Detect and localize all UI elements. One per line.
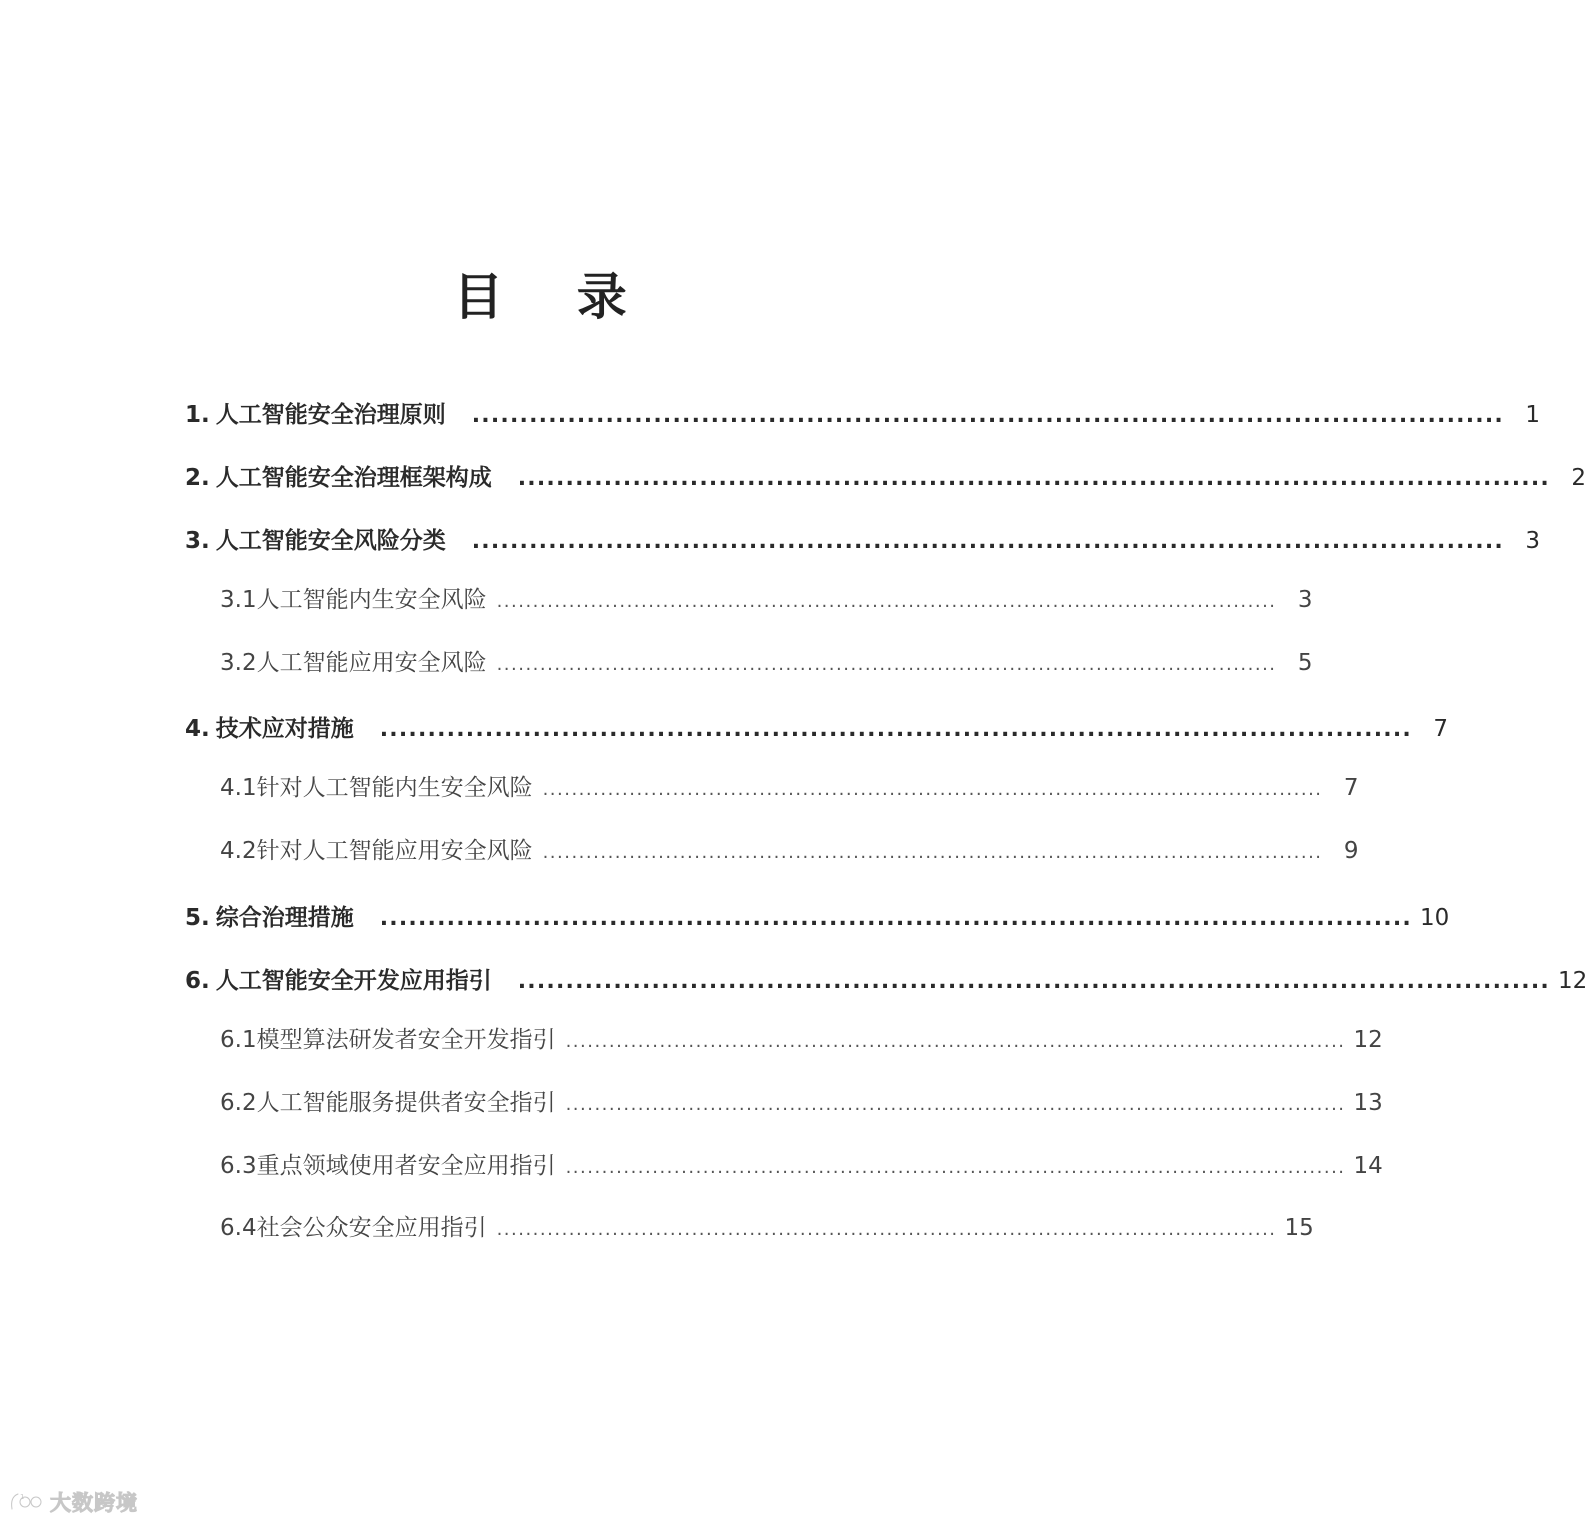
toc-entry-number: 6. [185,968,210,994]
toc-entry-page: 15 [1284,1215,1314,1241]
toc-entry-page: 3 [1297,587,1313,613]
toc-dot-leader: ............................................................................................................ [379,906,1412,931]
toc-entry-number: 4.1 [220,775,257,801]
toc-entry-number: 3.2 [220,650,257,676]
toc-entry-number: 4.2 [220,838,257,864]
toc-entry-title: 人工智能应用安全风险 [256,650,487,676]
brand-logo-icon [8,1489,48,1515]
toc-entry-4[interactable] [185,709,1448,749]
toc-dot-leader: ............................................................................................................ [379,717,1412,742]
toc-entry-title: 人工智能服务提供者安全指引 [256,1090,556,1116]
toc-entry-title: 人工智能安全治理原则 [215,402,446,428]
toc-entry-page: 7 [1343,775,1359,801]
toc-entry-title: 人工智能安全治理框架构成 [215,465,492,491]
toc-dot-leader: ............................................................................................................ [496,654,1277,675]
watermark [8,1487,138,1517]
toc-entry-title: 人工智能安全风险分类 [215,528,446,554]
toc-entry-title: 人工智能内生安全风险 [256,587,487,613]
toc-entry-number: 6.2 [220,1090,257,1116]
toc-entry-number: 6.1 [220,1027,257,1053]
toc-entry-number: 6.4 [220,1215,257,1241]
toc-entry-1[interactable] [185,395,1540,435]
toc-entry-3-2[interactable] [220,643,1313,683]
toc-entry-number: 6.3 [220,1153,257,1179]
toc-dot-leader: ............................................................................................................ [471,403,1504,428]
toc-entry-page: 3 [1525,528,1540,554]
toc-entry-page: 12 [1353,1027,1383,1053]
toc-entry-6[interactable] [185,961,1587,1001]
toc-entry-number: 5. [185,905,210,931]
toc-entry-6-1[interactable] [220,1020,1383,1060]
toc-dot-leader: ............................................................................................................ [565,1031,1346,1052]
toc-dot-leader: ............................................................................................................ [471,529,1504,554]
toc-entry-3[interactable] [185,521,1540,561]
toc-entry-page: 13 [1353,1090,1383,1116]
toc-entry-page: 10 [1419,905,1450,931]
toc-entry-page: 5 [1297,650,1313,676]
toc-entry-number: 4. [185,716,210,742]
toc-entry-title: 针对人工智能应用安全风险 [256,838,533,864]
toc-entry-3-1[interactable] [220,580,1313,620]
toc-entry-title: 社会公众安全应用指引 [256,1215,487,1241]
toc-entry-title: 综合治理措施 [215,905,354,931]
toc-entry-2[interactable] [185,458,1586,498]
toc-entry-page: 1 [1525,402,1540,428]
toc-entry-number: 2. [185,465,210,491]
toc-entry-number: 3.1 [220,587,257,613]
toc-dot-leader: ............................................................................................................ [517,466,1550,491]
toc-entry-title: 人工智能安全开发应用指引 [215,968,492,994]
toc-entry-title: 重点领域使用者安全应用指引 [256,1153,556,1179]
toc-entry-page: 12 [1557,968,1587,994]
svg-text:1: 1 [20,1493,25,1501]
watermark-text: 大数跨境 [50,1491,138,1515]
toc-entry-5[interactable] [185,898,1450,938]
toc-dot-leader: ............................................................................................................ [542,842,1323,863]
toc-dot-leader: ............................................................................................................ [496,591,1277,612]
toc-entry-title: 技术应对措施 [215,716,354,742]
toc-entry-page: 7 [1433,716,1448,742]
toc-entry-6-4[interactable] [220,1208,1314,1248]
toc-entry-title: 针对人工智能内生安全风险 [256,775,533,801]
toc-entry-page: 14 [1353,1153,1383,1179]
toc-dot-leader: ............................................................................................................ [565,1157,1346,1178]
toc-entry-6-3[interactable] [220,1146,1383,1186]
toc-entry-title: 模型算法研发者安全开发指引 [256,1027,556,1053]
toc-dot-leader: ............................................................................................................ [496,1219,1277,1240]
toc-dot-leader: ............................................................................................................ [565,1094,1346,1115]
toc-entry-6-2[interactable] [220,1083,1383,1123]
toc-entry-4-1[interactable] [220,768,1359,808]
toc-entry-page: 2 [1571,465,1586,491]
toc-entry-number: 1. [185,402,210,428]
toc-entry-4-2[interactable] [220,831,1359,871]
page-title: 目 录 [453,267,655,326]
toc-entry-page: 9 [1343,838,1359,864]
toc-dot-leader: ............................................................................................................ [517,969,1550,994]
toc-entry-number: 3. [185,528,210,554]
toc-dot-leader: ............................................................................................................ [542,779,1323,800]
